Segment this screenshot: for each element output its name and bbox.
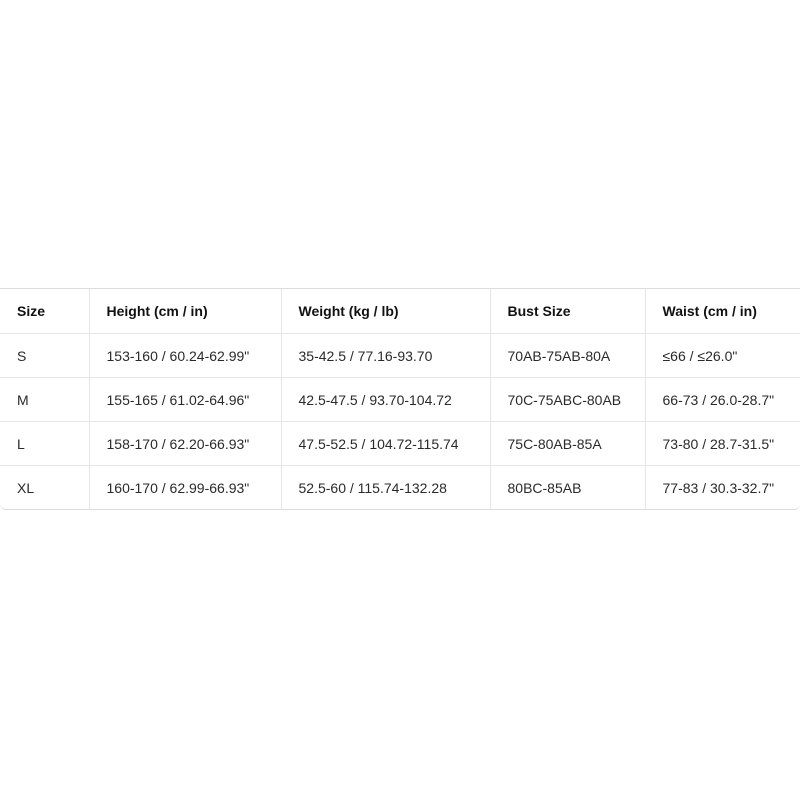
cell-waist: 66-73 / 26.0-28.7" [645, 378, 800, 422]
cell-height: 155-165 / 61.02-64.96" [89, 378, 281, 422]
header-waist: Waist (cm / in) [645, 289, 800, 334]
cell-weight: 47.5-52.5 / 104.72-115.74 [281, 422, 490, 466]
size-chart [0, 288, 800, 510]
header-weight: Weight (kg / lb) [281, 289, 490, 334]
cell-waist: 77-83 / 30.3-32.7" [662, 479, 775, 496]
header-size: Size [0, 289, 89, 334]
cell-size: M [0, 378, 89, 422]
table-row [0, 378, 800, 422]
header-row [0, 289, 800, 334]
cell-bust-size: 70AB-75AB-80A [490, 334, 645, 378]
size-chart-table [0, 289, 800, 509]
cell-bust-size: 70C-75ABC-80AB [490, 378, 645, 422]
cell-bust-size: 75C-80AB-85A [490, 422, 645, 466]
table-row [0, 422, 800, 466]
cell-weight: 35-42.5 / 77.16-93.70 [281, 334, 490, 378]
cell-bust-size: 80BC-85AB [490, 466, 645, 510]
cell-height: 158-170 / 62.20-66.93" [89, 422, 281, 466]
header-bust-size: Bust Size [490, 289, 645, 334]
cell-waist: 73-80 / 28.7-31.5" [645, 422, 800, 466]
cell-weight: 52.5-60 / 115.74-132.28 [281, 466, 490, 510]
cell-size: S [0, 334, 89, 378]
table-row [0, 334, 800, 378]
cell-size: L [0, 422, 89, 466]
cell-waist: ≤66 / ≤26.0" [645, 334, 800, 378]
cell-size: XL [0, 466, 89, 510]
cell-weight: 42.5-47.5 / 93.70-104.72 [281, 378, 490, 422]
cell-height: 153-160 / 60.24-62.99" [89, 334, 281, 378]
table-row [0, 466, 800, 510]
cell-height: 160-170 / 62.99-66.93" [89, 466, 281, 510]
header-height: Height (cm / in) [89, 289, 281, 334]
